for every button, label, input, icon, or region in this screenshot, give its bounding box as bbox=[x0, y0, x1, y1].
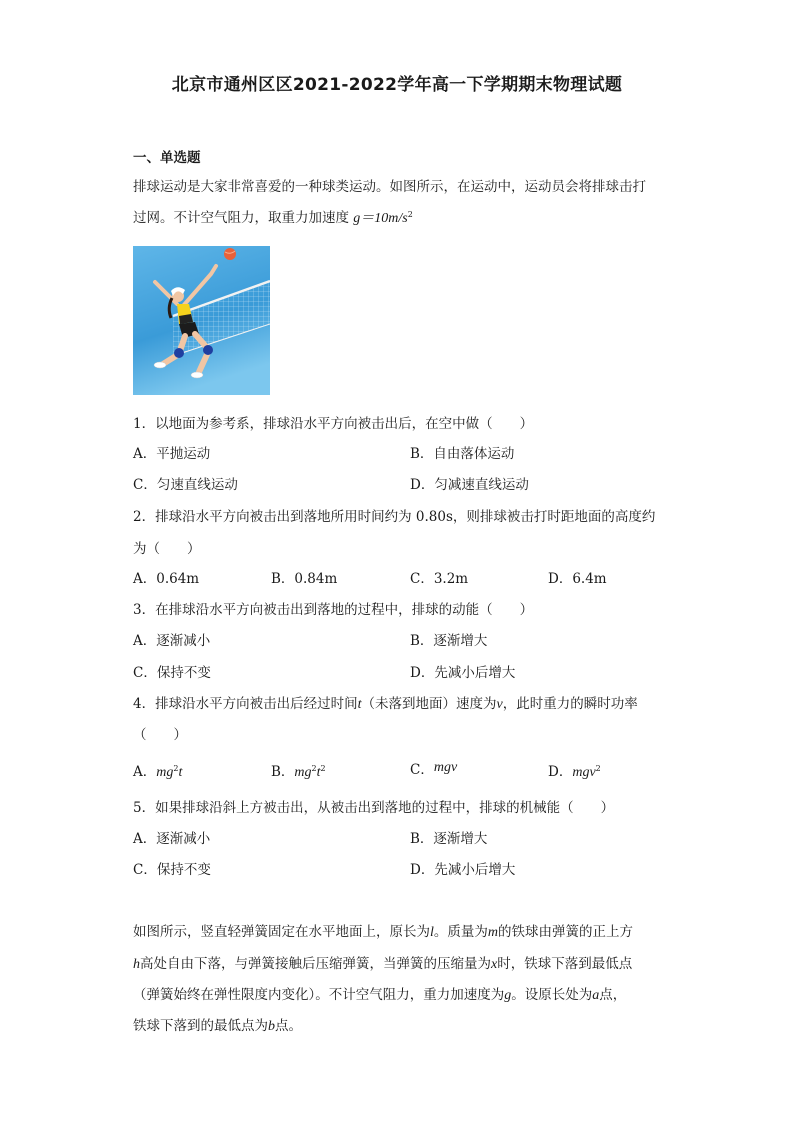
q5-option-a[interactable]: A．逐渐减小 bbox=[133, 831, 211, 847]
question-1-stem: 1．以地面为参考系，排球沿水平方向被击出后，在空中做（ ） bbox=[133, 416, 534, 432]
q4-option-c[interactable] bbox=[410, 758, 457, 778]
q1-option-c[interactable]: C．匀速直线运动 bbox=[133, 477, 238, 493]
q5-option-c[interactable]: C．保持不变 bbox=[133, 862, 211, 878]
option-expr: mgv bbox=[433, 760, 458, 775]
var-l: l bbox=[430, 925, 434, 940]
question-2-stem-line-2: 为（ ） bbox=[133, 541, 201, 557]
q4-var-v: v bbox=[496, 697, 503, 712]
var-a: a bbox=[592, 988, 600, 1003]
option-label: A． bbox=[133, 764, 157, 780]
option-exp: 2 bbox=[311, 764, 317, 773]
option-exp: 2 bbox=[173, 764, 179, 773]
intro2-line-2 bbox=[133, 952, 632, 973]
question-2-stem-line-1: 2．排球沿水平方向被击出到落地所用时间约为 0.80s，则排球被击打时距地面的高度约 bbox=[133, 509, 656, 525]
option-label: C． bbox=[410, 762, 434, 778]
q3-option-d[interactable]: D．先减小后增大 bbox=[410, 665, 516, 681]
q4-stem-part: ，此时重力的瞬时功率 bbox=[502, 696, 638, 712]
q1-option-a[interactable]: A．平抛运动 bbox=[133, 446, 211, 462]
q5-option-b[interactable]: B．逐渐增大 bbox=[410, 831, 488, 847]
q2-option-a[interactable]: A．0.64m bbox=[133, 571, 200, 587]
intro2-text: 。质量为 bbox=[433, 924, 488, 940]
gravity-formula: g＝10m/s bbox=[353, 211, 408, 226]
intro2-text: 点， bbox=[599, 987, 627, 1003]
option-exp: 2 bbox=[320, 764, 326, 773]
intro2-text: 如图所示，竖直轻弹簧固定在水平地面上，原长为 bbox=[133, 924, 430, 940]
var-b: b bbox=[268, 1019, 275, 1034]
q2-option-d[interactable]: D．6.4m bbox=[548, 571, 607, 587]
formula-exponent: 2 bbox=[407, 210, 413, 219]
option-label: D． bbox=[548, 764, 573, 780]
intro2-text: 高处自由下落，与弹簧接触后压缩弹簧，当弹簧的压缩量为 bbox=[140, 956, 491, 972]
intro-line-2 bbox=[133, 206, 413, 227]
q3-option-b[interactable]: B．逐渐增大 bbox=[410, 633, 488, 649]
intro2-text: 时，铁球下落到最低点 bbox=[497, 956, 633, 972]
option-expr: t bbox=[316, 765, 321, 780]
intro2-text: 点。 bbox=[275, 1018, 302, 1034]
question-4-stem-line-2: （ ） bbox=[133, 727, 187, 743]
intro2-text: 。设原长处为 bbox=[511, 987, 593, 1003]
intro-line-1: 排球运动是大家非常喜爱的一种球类运动。如图所示，在运动中，运动员会将排球击打 bbox=[133, 179, 646, 195]
question-4-stem-line-1 bbox=[133, 692, 638, 713]
intro2-text: 铁球下落到的最低点为 bbox=[133, 1018, 268, 1034]
option-exp: 2 bbox=[595, 764, 601, 773]
q4-stem-part: （未落到地面）速度为 bbox=[361, 696, 497, 712]
q3-option-c[interactable]: C．保持不变 bbox=[133, 665, 211, 681]
intro2-line-4 bbox=[133, 1014, 302, 1035]
var-g: g bbox=[504, 988, 512, 1003]
option-expr: t bbox=[178, 765, 183, 780]
option-expr: mg bbox=[294, 765, 312, 780]
q1-option-b[interactable]: B．自由落体运动 bbox=[410, 446, 515, 462]
page-title: 北京市通州区区2021-2022学年高一下学期期末物理试题 bbox=[171, 75, 623, 95]
intro2-text: （弹簧始终在弹性限度内变化）。不计空气阻力，重力加速度为 bbox=[133, 987, 505, 1003]
option-expr: mgv bbox=[572, 765, 596, 780]
var-x: x bbox=[491, 957, 498, 972]
volleyball-player-photo bbox=[133, 246, 270, 395]
q3-option-a[interactable]: A．逐渐减小 bbox=[133, 633, 211, 649]
q2-option-c[interactable]: C．3.2m bbox=[410, 571, 469, 587]
volleyball-photo-icon bbox=[133, 246, 270, 395]
intro-text: 过网。不计空气阻力，取重力加速度 bbox=[133, 210, 349, 226]
q4-stem-part: 4．排球沿水平方向被击出后经过时间 bbox=[133, 696, 358, 712]
var-h: h bbox=[133, 957, 140, 972]
option-expr: mg bbox=[156, 765, 174, 780]
question-5-stem: 5．如果排球沿斜上方被击出，从被击出到落地的过程中，排球的机械能（ ） bbox=[133, 800, 615, 816]
section-heading: 一、单选题 bbox=[133, 150, 201, 166]
q4-option-b[interactable] bbox=[271, 760, 326, 781]
var-m: m bbox=[487, 925, 499, 940]
q1-option-d[interactable]: D．匀减速直线运动 bbox=[410, 477, 529, 493]
question-3-stem: 3．在排球沿水平方向被击出到落地的过程中，排球的动能（ ） bbox=[133, 602, 534, 618]
intro2-line-3 bbox=[133, 983, 626, 1004]
q4-option-a[interactable] bbox=[133, 760, 182, 781]
q4-var-t: t bbox=[357, 697, 362, 712]
intro2-text: 的铁球由弹簧的正上方 bbox=[498, 924, 634, 940]
q5-option-d[interactable]: D．先减小后增大 bbox=[410, 862, 516, 878]
q4-option-d[interactable] bbox=[548, 760, 601, 781]
intro2-line-1 bbox=[133, 920, 633, 941]
q2-option-b[interactable]: B．0.84m bbox=[271, 571, 338, 587]
option-label: B． bbox=[271, 764, 295, 780]
